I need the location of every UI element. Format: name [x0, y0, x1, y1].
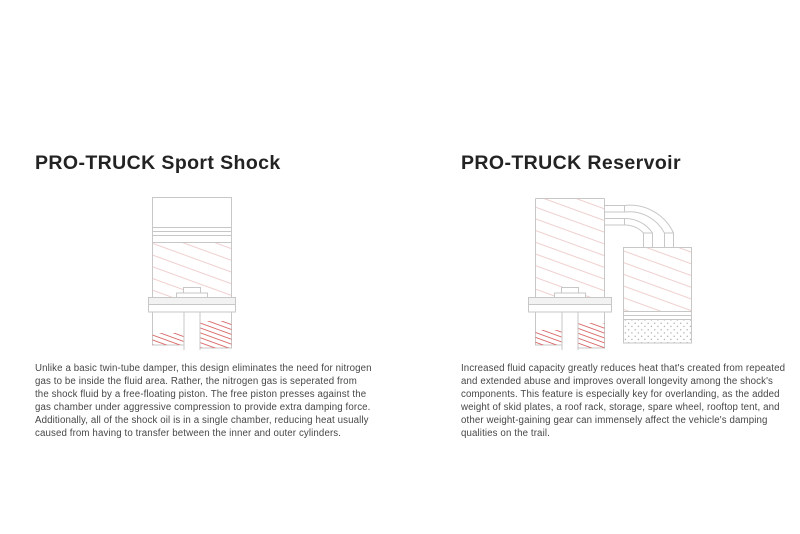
reservoir-description: Increased fluid capacity greatly reduces heat that's created from repeated and extended abuse and improves overall longevity among the shock's components. This feature is especially key for overlanding, as the added weight of skid plates, a roof rack, storage, spare wheel, rooftop tent, and other weight-gaining gear can immensely affect the vehicle's damping qualities on the trail.: [461, 363, 786, 439]
reservoir-inlet: [644, 233, 653, 248]
reservoir-gas-chamber: [624, 320, 691, 343]
shock-shaft: [184, 312, 200, 350]
piston-flange: [149, 298, 236, 305]
hose-fitting: [605, 206, 625, 213]
piston-head: [562, 288, 579, 294]
reservoir-cutaway-diagram: [520, 190, 698, 355]
piston-flange: [529, 298, 612, 305]
reservoir-fluid: [624, 248, 691, 312]
gas-chamber: [153, 198, 232, 228]
sport-shock-cutaway-diagram: [138, 190, 248, 355]
shock-shaft: [562, 312, 578, 350]
sport-shock-title: PRO-TRUCK Sport Shock: [35, 152, 281, 174]
main-fluid-chamber: [536, 199, 604, 298]
sport-shock-description: Unlike a basic twin-tube damper, this design eliminates the need for nitrogen gas to be inside the fluid area. Rather, the nitrogen gas is seperated from the shock fluid by a free-floating piston. The free piston presses against the gas chamber under aggressive compression to provide extra damping force. Additionally, all of the shock oil is in a single chamber, reducing heat usually caused from having to transfer between the inner and outer cylinders.: [35, 363, 372, 439]
piston-head: [184, 288, 201, 294]
reservoir-title: PRO-TRUCK Reservoir: [461, 152, 681, 174]
